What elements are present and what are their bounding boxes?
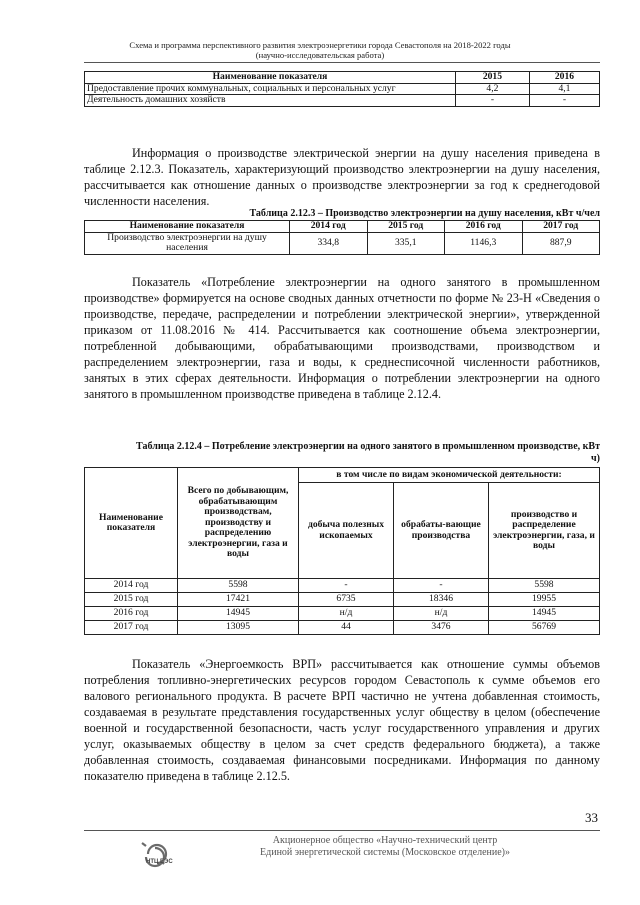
- table-cell: 1146,3: [445, 232, 523, 254]
- table-cell: 2017 год: [85, 621, 178, 635]
- table-cell: Предоставление прочих коммунальных, социальных и персональных услуг: [85, 83, 456, 95]
- page-number: 33: [585, 810, 598, 825]
- column-header: Наименование показателя: [85, 468, 178, 579]
- column-header: обрабаты-вающие производства: [394, 483, 489, 579]
- column-header: 2015 год: [367, 221, 445, 233]
- table-cell: -: [529, 95, 599, 107]
- table-cell: Производство электроэнергии на душу населения: [85, 232, 290, 254]
- header-title: Схема и программа перспективного развития электроэнергетики города Севастополя на 2018-2022 годы: [129, 40, 511, 50]
- company-logo: [134, 834, 190, 874]
- column-header: добыча полезных ископаемых: [299, 483, 394, 579]
- table-cell: 13095: [178, 621, 299, 635]
- column-header: 2015: [455, 72, 529, 84]
- footer-line-1: Акционерное общество «Научно-технический центр: [272, 835, 498, 846]
- table-header-row: [85, 468, 600, 483]
- table-cell: Деятельность домашних хозяйств: [85, 95, 456, 107]
- table-consumption-per-worker: [84, 467, 600, 635]
- table-cell: 5598: [489, 579, 600, 593]
- table-cell: 335,1: [367, 232, 445, 254]
- table-cell: н/д: [394, 607, 489, 621]
- paragraph-production-info: Информация о производстве электрической энергии на душу населения приведена в таблице 2.12.3. Показатель, характеризующий производство электроэнергии на душу населения, рассчитывается как отношение данных о производстве электроэнергии за год к среднегодовой численности населения.: [84, 146, 600, 208]
- column-header: 2016: [529, 72, 599, 84]
- table-row: [85, 593, 600, 607]
- table-cell: н/д: [299, 607, 394, 621]
- column-header: Наименование показателя: [85, 72, 456, 84]
- table-cell: 334,8: [290, 232, 368, 254]
- table-cell: 5598: [178, 579, 299, 593]
- table-header-row: [85, 221, 600, 233]
- header-subtitle: (научно-исследовательская работа): [255, 50, 385, 60]
- table-cell: 17421: [178, 593, 299, 607]
- header-divider: [84, 62, 600, 63]
- table-cell: 4,1: [529, 83, 599, 95]
- paragraph-energy-intensity: Показатель «Энергоемкость ВРП» рассчитывается как отношение суммы объемов потребления топливно-энергетических ресурсов городом Севастополь к сумме объемов его валового регионального продукта. В расчете ВРП частично не учтена добавленная стоимость, создаваемая в результате представления государственных услуг обществу в целом (обеспечение военной и государственной безопасности, часть услуг государственного управления и других услуг, оказываемых обществу в целом за счет средств федерального бюджета), а также добавленная стоимость, создаваемая финансовыми посредниками. Информация по данному показателю приведена в таблице 2.12.5.: [84, 657, 600, 783]
- column-header: Всего по добывающим, обрабатывающим производствам, производству и распределению электроэнергии, газа и воды: [178, 468, 299, 579]
- table-production-per-capita: [84, 220, 600, 255]
- logo-text: НТЦ ЕЭС: [146, 859, 173, 865]
- table-cell: -: [299, 579, 394, 593]
- table-row: [85, 95, 600, 107]
- table-cell: 18346: [394, 593, 489, 607]
- table-cell: 887,9: [522, 232, 600, 254]
- table-row: [85, 83, 600, 95]
- table-cell: 6735: [299, 593, 394, 607]
- table-row: [85, 607, 600, 621]
- table-services: [84, 71, 600, 107]
- table-caption-2-12-4: Таблица 2.12.4 – Потребление электроэнергии на одного занятого в промышленном производстве, кВт ч): [136, 441, 600, 464]
- page-header: [0, 40, 640, 60]
- table-cell: 3476: [394, 621, 489, 635]
- table-row: [85, 232, 600, 254]
- table-cell: 14945: [489, 607, 600, 621]
- footer-line-2: Единой энергетической системы (Московское отделение)»: [260, 847, 510, 858]
- table-cell: -: [455, 95, 529, 107]
- table-cell: 56769: [489, 621, 600, 635]
- table-cell: 4,2: [455, 83, 529, 95]
- column-header: Наименование показателя: [85, 221, 290, 233]
- column-header: 2017 год: [522, 221, 600, 233]
- table-cell: 2016 год: [85, 607, 178, 621]
- paragraph-consumption-info: Показатель «Потребление электроэнергии на одного занятого в промышленном производстве» формируется на основе сводных данных отчетности по форме № 23-Н «Сведения о производстве, передаче, распределении и потреблении электрической энергии», утвержденной приказом от 11.08.2016 № 414. Рассчитывается как соотношение объема электроэнергии, потребленной добывающими, обрабатывающими производствами, производством и распределением электроэнергии, газа и воды, к среднесписочной численности работников, занятых в этих сферах деятельности. Информация о потреблении электроэнергии на одного занятого в промышленном производстве приведена в таблице 2.12.4.: [84, 275, 600, 401]
- table-caption-2-12-3: Таблица 2.12.3 – Производство электроэнергии на душу населения, кВт ч/чел: [249, 208, 600, 219]
- page-footer: [190, 835, 580, 859]
- column-header: производство и распределение электроэнергии, газа, и воды: [489, 483, 600, 579]
- table-row: [85, 579, 600, 593]
- table-cell: 19955: [489, 593, 600, 607]
- table-cell: 2015 год: [85, 593, 178, 607]
- column-group-header: в том числе по видам экономической деятельности:: [299, 468, 600, 483]
- column-header: 2014 год: [290, 221, 368, 233]
- footer-divider: [84, 830, 600, 831]
- table-cell: 14945: [178, 607, 299, 621]
- column-header: 2016 год: [445, 221, 523, 233]
- table-header-row: [85, 72, 600, 84]
- table-cell: -: [394, 579, 489, 593]
- table-cell: 2014 год: [85, 579, 178, 593]
- table-row: [85, 621, 600, 635]
- table-cell: 44: [299, 621, 394, 635]
